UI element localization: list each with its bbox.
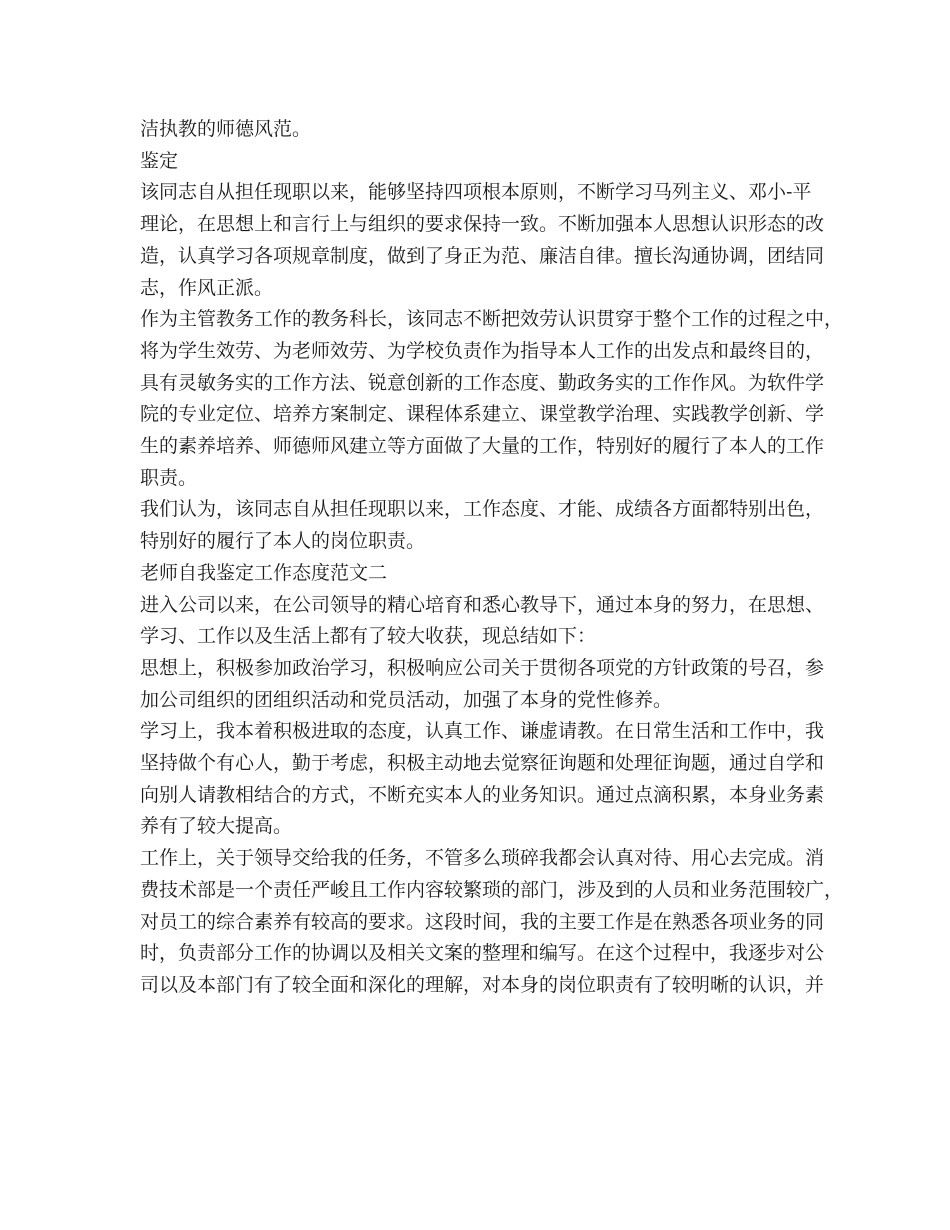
text-line: 造，认真学习各项规章制度，做到了身正为范、廉洁自律。擅长沟通协调，团结同: [140, 244, 825, 267]
text-line: 院的专业定位、培养方案制定、课程体系建立、课堂教学治理、实践教学创新、学: [140, 403, 825, 426]
text-line: 具有灵敏务实的工作方法、锐意创新的工作态度、勤政务实的工作作风。为软件学: [140, 371, 825, 394]
text-line: 该同志自从担任现职以来，能够坚持四项根本原则，不断学习马列主义、邓小-平: [140, 181, 812, 204]
text-line: 志，作风正派。: [140, 276, 274, 299]
text-line: 学习、工作以及生活上都有了较大收获，现总结如下：: [140, 625, 597, 648]
text-line: 坚持做个有心人，勤于考虑，积极主动地去觉察征询题和处理征询题，通过自学和: [140, 752, 825, 775]
text-line: 我们认为，该同志自从担任现职以来，工作态度、才能、成绩各方面都特别出色，: [140, 498, 825, 521]
text-line: 对员工的综合素养有较高的要求。这段时间，我的主要工作是在熟悉各项业务的同: [140, 910, 825, 933]
text-line: 生的素养培养、师德师风建立等方面做了大量的工作，特别好的履行了本人的工作: [140, 435, 825, 458]
text-line: 学习上，我本着积极进取的态度，认真工作、谦虚请教。在日常生活和工作中，我: [140, 720, 825, 743]
text-line: 作为主管教务工作的教务科长，该同志不断把效劳认识贯穿于整个工作的过程之中，: [140, 308, 844, 331]
section-heading: 鉴定: [140, 149, 179, 172]
text-line: 特别好的履行了本人的岗位职责。: [140, 530, 426, 553]
text-line: 养有了较大提高。: [140, 815, 293, 838]
text-line: 理论，在思想上和言行上与组织的要求保持一致。不断加强本人思想认识形态的改: [140, 213, 825, 236]
text-line: 司以及本部门有了较全面和深化的理解，对本身的岗位职责有了较明晰的认识，并: [140, 973, 825, 996]
text-line: 洁执教的师德风范。: [140, 118, 312, 140]
section-heading: 老师自我鉴定工作态度范文二: [140, 561, 388, 584]
text-line: 向别人请教相结合的方式，不断充实本人的业务知识。通过点滴积累，本身业务素: [140, 783, 825, 806]
text-line: 职责。: [140, 466, 198, 489]
text-line: 进入公司以来，在公司领导的精心培育和悉心教导下，通过本身的努力，在思想、: [140, 593, 825, 616]
text-line: 费技术部是一个责任严峻且工作内容较繁琐的部门，涉及到的人员和业务范围较广，: [140, 878, 844, 901]
text-line: 时，负责部分工作的协调以及相关文案的整理和编写。在这个过程中，我逐步对公: [140, 942, 825, 965]
text-line: 工作上，关于领导交给我的任务，不管多么琐碎我都会认真对待、用心去完成。消: [140, 847, 825, 870]
text-line: 加公司组织的团组织活动和党员活动，加强了本身的党性修养。: [140, 688, 673, 711]
document-body: [140, 114, 844, 1002]
text-line: 思想上，积极参加政治学习，积极响应公司关于贯彻各项党的方针政策的号召，参: [140, 656, 825, 679]
text-line: 将为学生效劳、为老师效劳、为学校负责作为指导本人工作的出发点和最终目的，: [140, 339, 825, 362]
